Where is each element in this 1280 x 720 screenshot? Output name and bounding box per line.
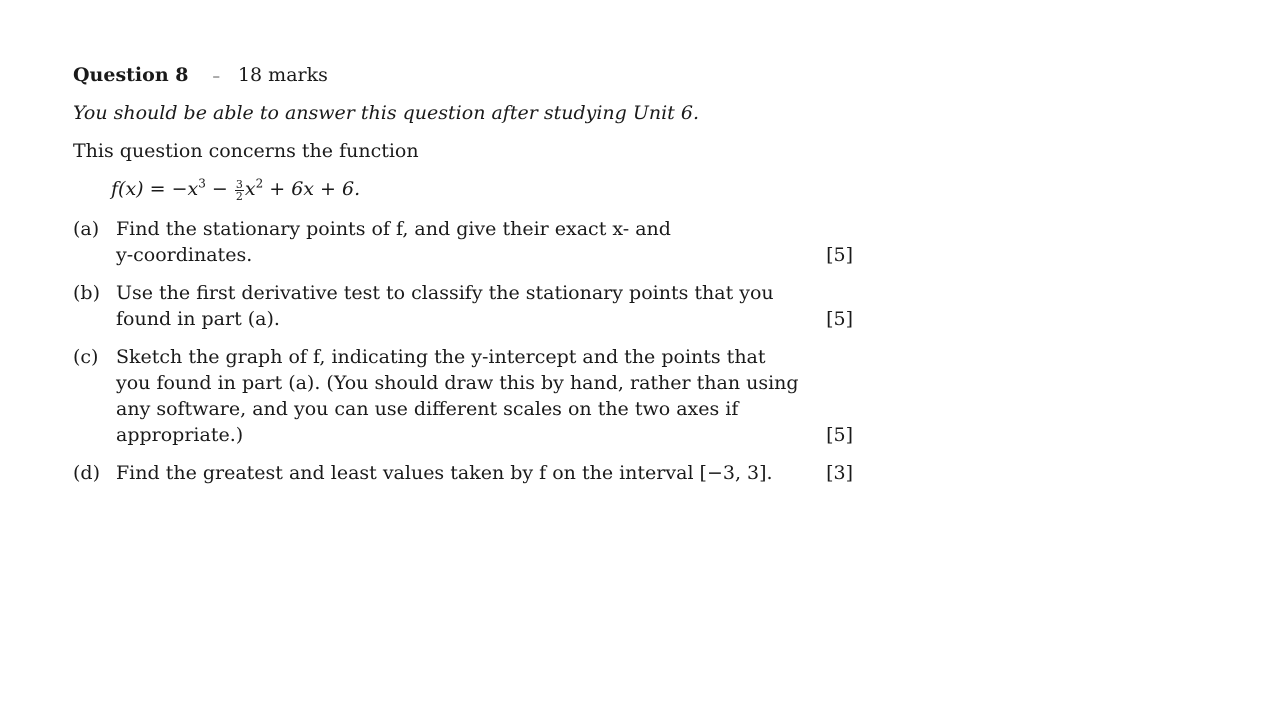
part-text-line: y-coordinates. [116, 244, 253, 266]
question-title: Question 8 [73, 64, 189, 86]
part-a [73, 216, 853, 268]
formula-lhs: f(x) = −x [111, 178, 199, 200]
formula-fraction [235, 179, 244, 202]
part-label: (d) [73, 462, 100, 484]
part-mark: [5] [826, 424, 853, 446]
fraction-denominator: 2 [235, 189, 243, 203]
part-b [73, 280, 853, 332]
formula-rest: + 6x + 6. [263, 178, 361, 200]
part-label: (c) [73, 346, 99, 368]
formula-exponent-2: 2 [255, 176, 264, 191]
part-text-line: Sketch the graph of f, indicating the y-intercept and the points that [116, 346, 766, 368]
part-text-line: any software, and you can use different scales on the two axes if [116, 398, 739, 420]
part-text-line: you found in part (a). (You should draw this by hand, rather than using [116, 372, 799, 394]
part-label: (a) [73, 218, 100, 240]
formula-x-squared: x [244, 178, 256, 200]
part-text-line: appropriate.) [116, 424, 244, 446]
part-text-line: found in part (a). [116, 308, 280, 330]
part-label: (b) [73, 282, 100, 304]
intro-text: You should be able to answer this question after studying Unit 6. [73, 102, 699, 124]
part-d [73, 460, 853, 486]
part-text-line: Find the greatest and least values taken by f on the interval [−3, 3]. [116, 462, 773, 484]
concerns-text: This question concerns the function [73, 140, 419, 162]
question-marks: 18 marks [237, 64, 328, 86]
heading-dash: – [212, 67, 220, 85]
formula-exponent-3: 3 [198, 176, 206, 191]
part-mark: [5] [826, 244, 853, 266]
part-mark: [3] [826, 462, 853, 484]
fraction-numerator: 3 [235, 177, 243, 191]
part-c [73, 344, 853, 448]
function-formula [111, 176, 853, 202]
part-text-line: Use the first derivative test to classify the stationary points that you [116, 282, 774, 304]
part-mark: [5] [826, 308, 853, 330]
question-heading [73, 62, 853, 88]
question-page [73, 62, 853, 498]
part-text-line: Find the stationary points of f, and give their exact x- and [116, 218, 671, 240]
formula-minus: − [205, 178, 234, 200]
